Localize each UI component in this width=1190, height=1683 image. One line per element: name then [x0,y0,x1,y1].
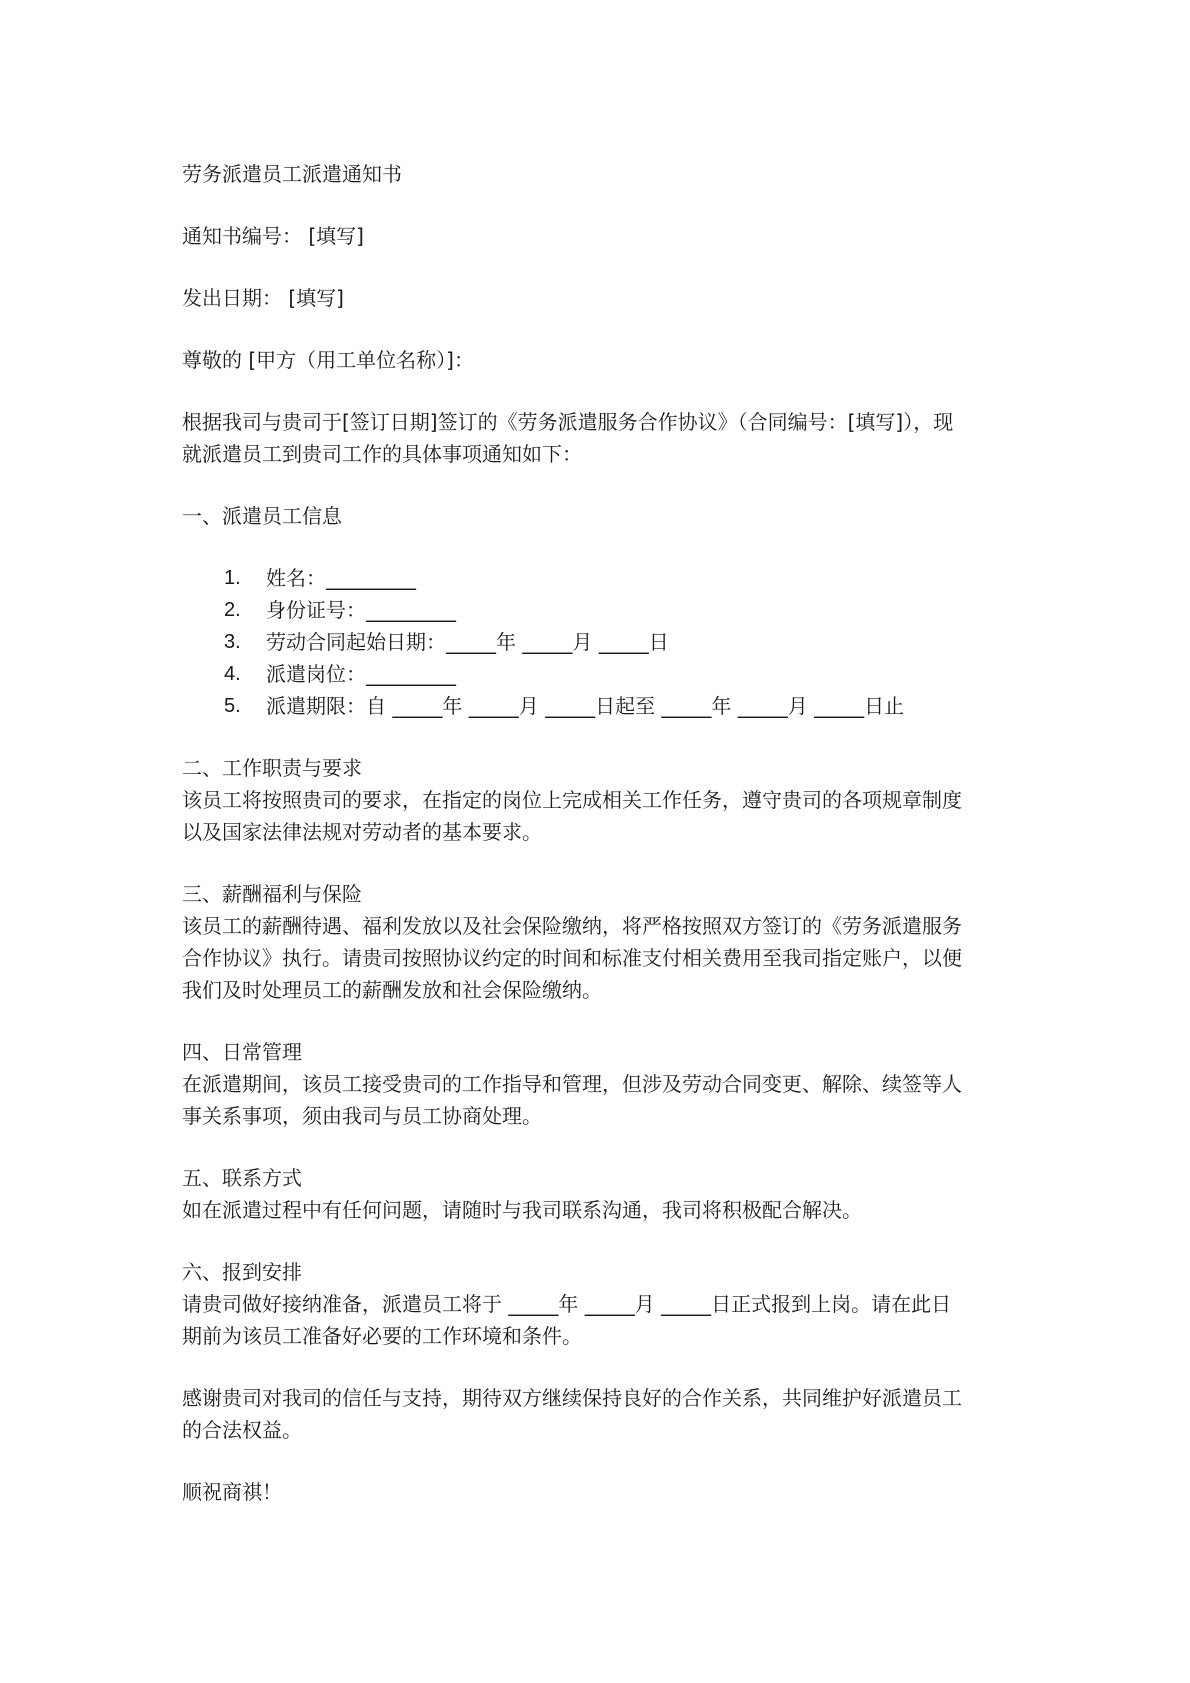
intro-line: 就派遣员工到贵司工作的具体事项通知如下： [182,442,582,466]
list-number: 1. [224,567,241,589]
section-6 [182,1256,1022,1352]
list-item [182,594,1022,626]
employee-info-list [182,562,1022,722]
list-text: 派遣岗位：_________ [266,662,456,686]
list-number: 4. [224,663,241,685]
section-line: 事关系事项，须由我司与员工协商处理。 [182,1104,542,1128]
list-item [182,626,1022,658]
section-heading: 五、联系方式 [182,1166,302,1190]
notice-number: 通知书编号： [填写] [182,224,364,248]
section-line: 合作协议》执行。请贵司按照协议约定的时间和标准支付相关费用至我司指定账户，以便 [182,946,962,970]
section-heading: 一、派遣员工信息 [182,504,342,528]
section-line: 该员工的薪酬待遇、福利发放以及社会保险缴纳，将严格按照双方签订的《劳务派遣服务 [182,914,962,938]
document-page [182,158,1022,1508]
list-text: 劳动合同起始日期：_____年 _____月 _____日 [266,630,669,654]
section-5 [182,1162,1022,1226]
section-heading: 四、日常管理 [182,1040,302,1064]
thanks-paragraph [182,1382,1022,1446]
intro-paragraph [182,406,1022,470]
list-text: 姓名：_________ [266,566,416,590]
section-line: 以及国家法律法规对劳动者的基本要求。 [182,820,542,844]
list-item [182,658,1022,690]
section-heading: 三、薪酬福利与保险 [182,882,362,906]
section-line: 在派遣期间，该员工接受贵司的工作指导和管理，但涉及劳动合同变更、解除、续签等人 [182,1072,962,1096]
intro-line: 根据我司与贵司于[签订日期]签订的《劳务派遣服务合作协议》（合同编号：[填写]），现 [182,410,954,434]
section-3 [182,878,1022,1006]
section-heading: 六、报到安排 [182,1260,302,1284]
list-text: 身份证号：_________ [266,598,456,622]
section-heading: 二、工作职责与要求 [182,756,362,780]
section-line: 期前为该员工准备好必要的工作环境和条件。 [182,1324,582,1348]
list-number: 3. [224,631,241,653]
document-title: 劳务派遣员工派遣通知书 [182,162,402,186]
section-4 [182,1036,1022,1132]
thanks-line: 的合法权益。 [182,1418,302,1442]
list-text: 派遣期限：自 _____年 _____月 _____日起至 _____年 _____月 _____日止 [266,694,905,718]
list-number: 5. [224,695,241,717]
thanks-line: 感谢贵司对我司的信任与支持，期待双方继续保持良好的合作关系，共同维护好派遣员工 [182,1386,962,1410]
issue-date: 发出日期： [填写] [182,286,344,310]
section-line: 我们及时处理员工的薪酬发放和社会保险缴纳。 [182,978,602,1002]
section-line: 请贵司做好接纳准备，派遣员工将于 _____年 _____月 _____日正式报到上岗。请在此日 [182,1292,952,1316]
list-item [182,562,1022,594]
section-line: 如在派遣过程中有任何问题，请随时与我司联系沟通，我司将积极配合解决。 [182,1198,862,1222]
salutation: 尊敬的 [甲方（用工单位名称）]： [182,348,474,372]
section-2 [182,752,1022,848]
closing: 顺祝商祺！ [182,1480,282,1504]
section-line: 该员工将按照贵司的要求，在指定的岗位上完成相关工作任务，遵守贵司的各项规章制度 [182,788,962,812]
list-item [182,690,1022,722]
list-number: 2. [224,599,241,621]
